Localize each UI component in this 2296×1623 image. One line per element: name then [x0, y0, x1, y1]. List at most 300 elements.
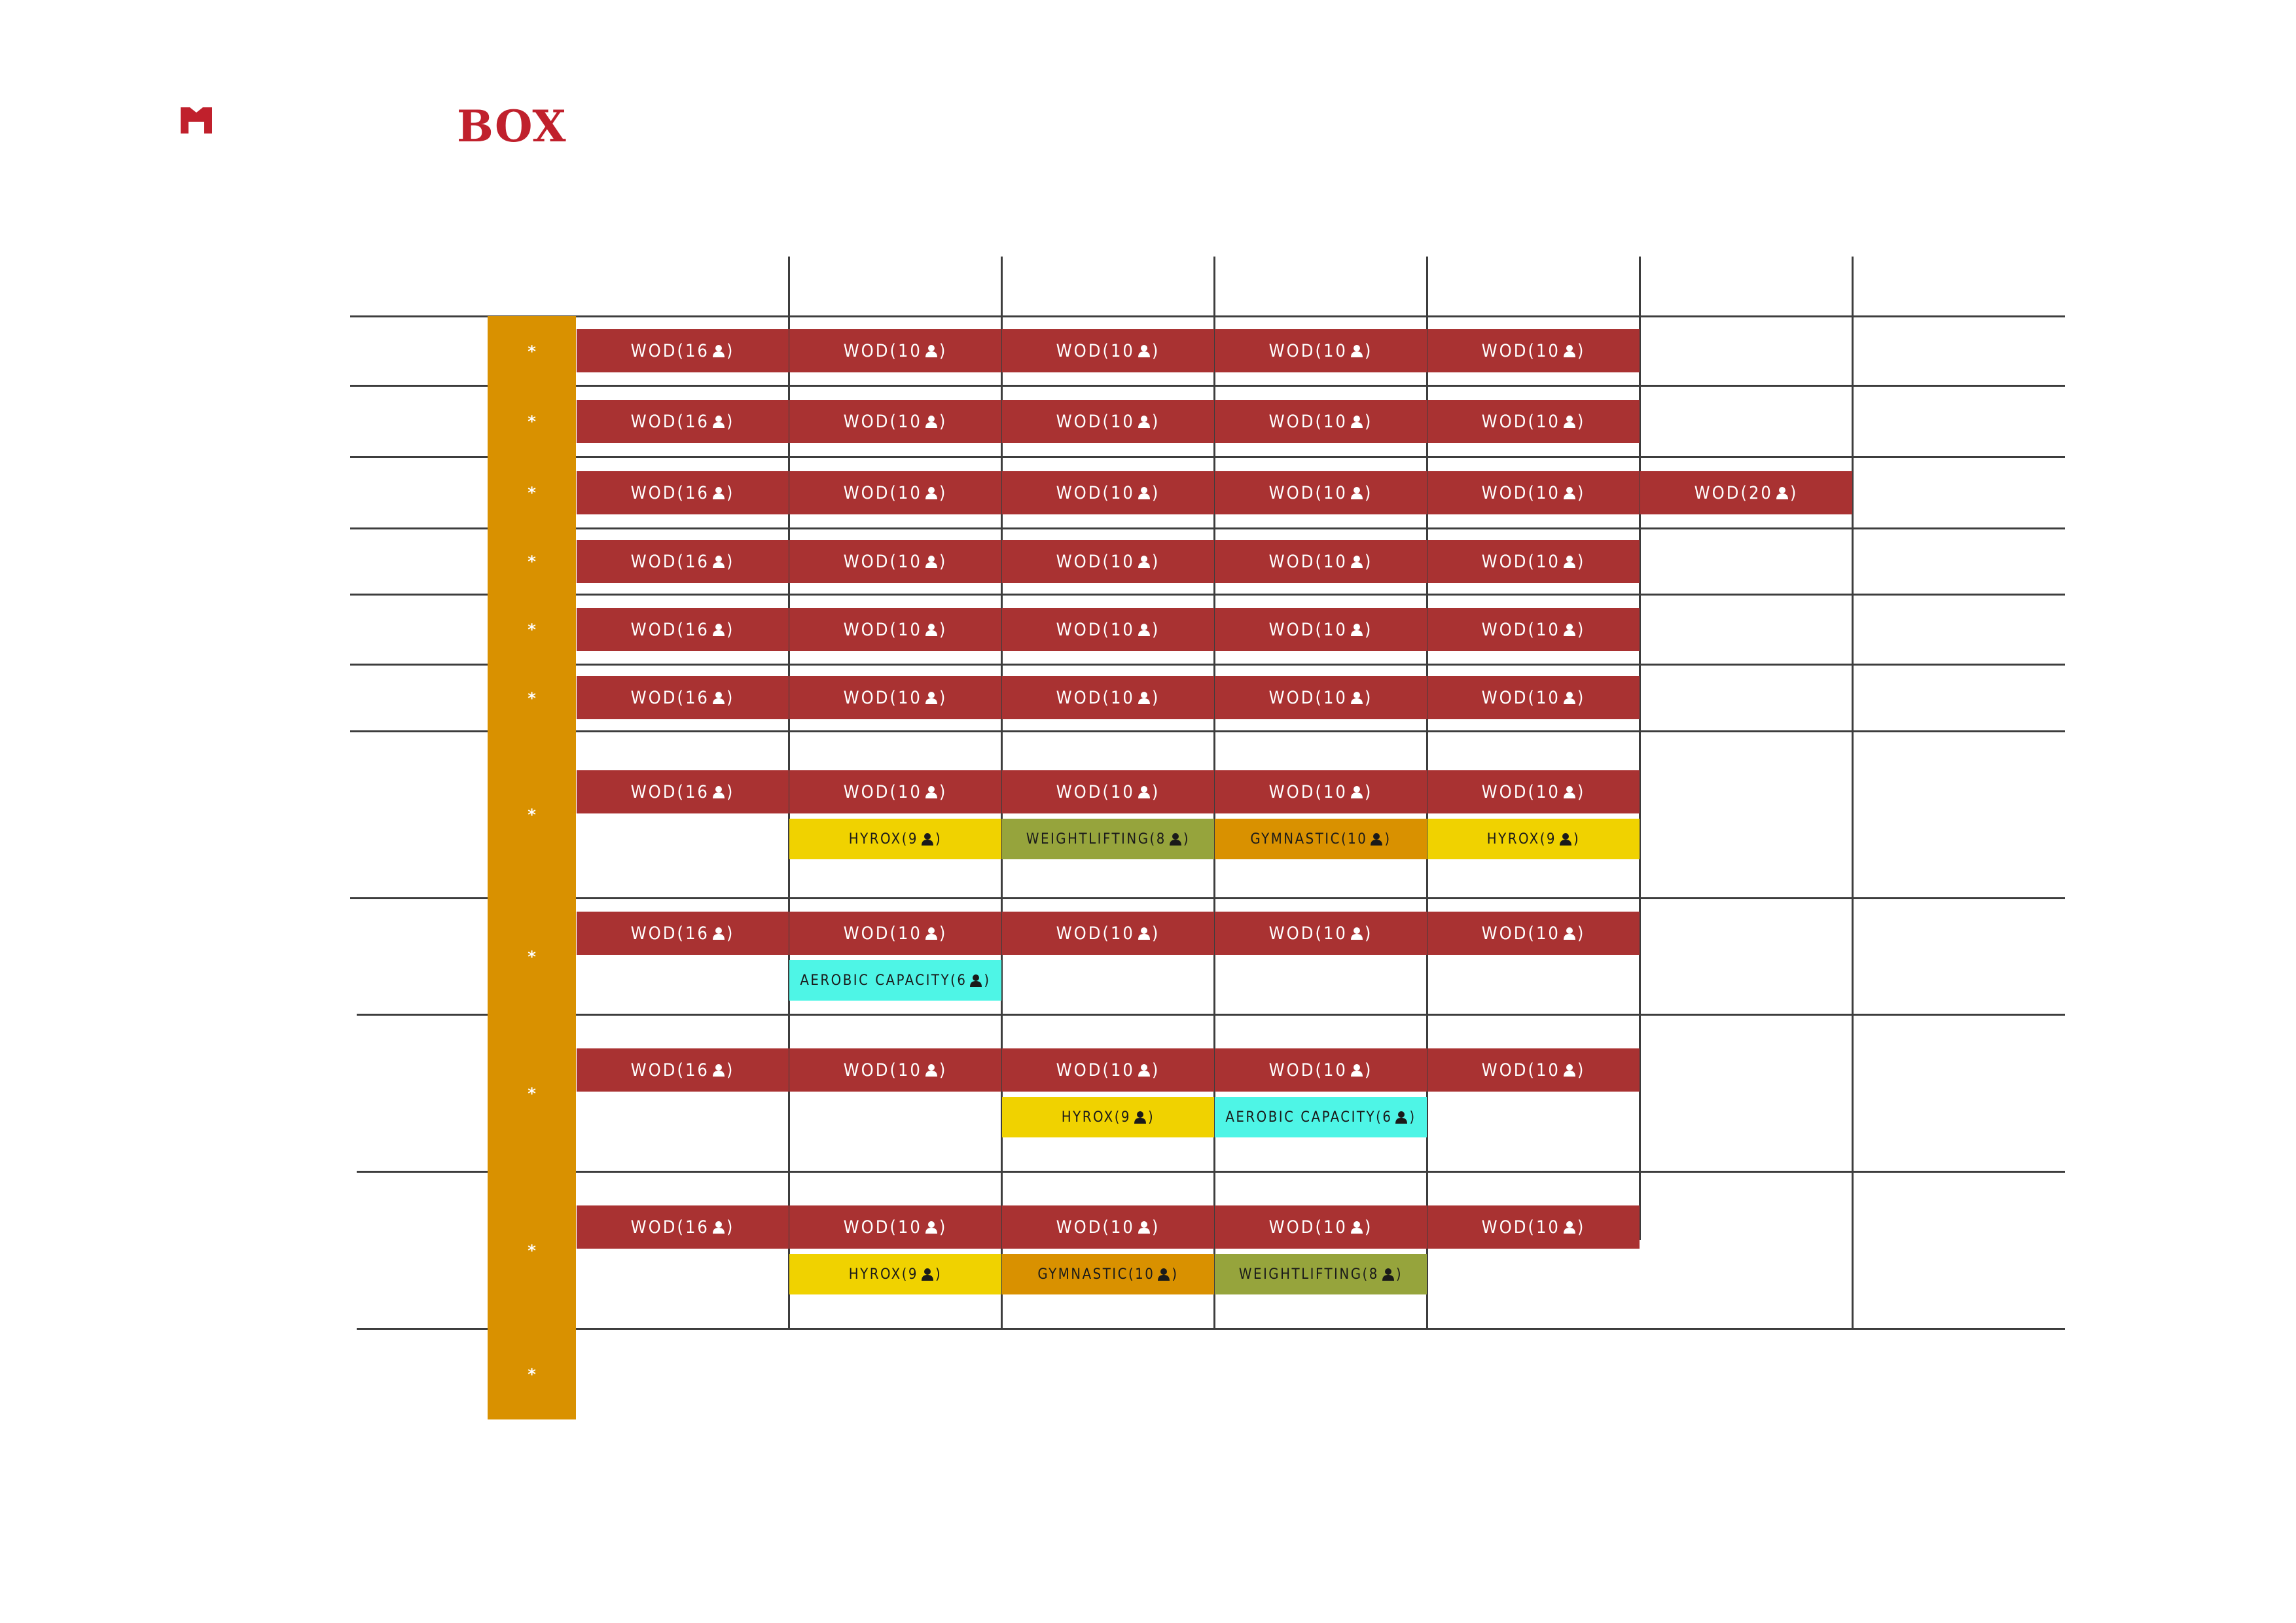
person-icon [921, 832, 934, 846]
class-block-wod[interactable] [1215, 608, 1427, 651]
class-name: WOD [1268, 1217, 1316, 1238]
class-capacity: (16 ) [677, 781, 735, 802]
grid-line-horizontal [350, 897, 2065, 899]
capacity-count: (10 [1315, 619, 1348, 640]
class-capacity: (10 ) [1102, 340, 1160, 361]
person-icon [1138, 623, 1151, 636]
time-slot-cell [488, 528, 576, 595]
class-name: WOD [843, 781, 890, 802]
person-icon [1382, 1268, 1395, 1281]
class-capacity: (10 ) [889, 619, 948, 640]
capacity-count: (10 [889, 411, 922, 432]
class-block-wod[interactable] [577, 912, 789, 955]
class-block-wod[interactable] [1002, 1048, 1214, 1092]
class-capacity: (16 ) [677, 482, 735, 503]
class-block-aerobic[interactable] [789, 960, 1001, 1001]
class-name: WEIGHTLIFTING [1026, 830, 1150, 847]
class-block-wod[interactable] [1427, 471, 1640, 514]
class-block-gymnastic[interactable] [1002, 1254, 1214, 1294]
class-block-wod[interactable] [789, 471, 1001, 514]
capacity-count: (16 [677, 781, 709, 802]
class-block-wod[interactable] [1002, 540, 1214, 583]
person-icon [1395, 1111, 1408, 1124]
class-capacity: (6 ) [1376, 1109, 1416, 1126]
class-block-wod[interactable] [1215, 1205, 1427, 1249]
person-icon [1370, 832, 1383, 846]
grid-line-horizontal [350, 527, 2065, 529]
person-icon [712, 623, 725, 636]
person-icon [925, 927, 938, 940]
class-block-wod[interactable] [789, 540, 1001, 583]
class-capacity: (10 ) [1102, 1217, 1160, 1238]
person-icon [1350, 555, 1363, 568]
class-block-wod[interactable] [577, 1048, 789, 1092]
class-capacity: (10 ) [889, 1060, 948, 1080]
capacity-count: (16 [677, 411, 709, 432]
person-icon [1563, 555, 1576, 568]
capacity-count: (8 [1362, 1266, 1379, 1283]
person-icon [925, 1221, 938, 1234]
time-slot-marker: * [528, 688, 536, 707]
class-block-wod[interactable] [1427, 329, 1640, 372]
class-block-wod[interactable] [1427, 676, 1640, 719]
person-icon [1563, 1221, 1576, 1234]
capacity-count: (10 [889, 687, 922, 708]
class-name: WOD [630, 781, 677, 802]
class-block-wod[interactable] [789, 608, 1001, 651]
capacity-count: (16 [677, 1060, 709, 1080]
class-block-wod[interactable] [577, 400, 789, 443]
class-name: GYMNASTIC [1250, 830, 1341, 847]
class-capacity: (9 ) [1114, 1109, 1155, 1126]
class-capacity: (10 ) [1528, 340, 1586, 361]
class-block-wod[interactable] [789, 676, 1001, 719]
class-capacity: (10 ) [1315, 619, 1373, 640]
capacity-count: (10 [1528, 551, 1560, 572]
class-capacity: (10 ) [1128, 1266, 1179, 1283]
capacity-count: (9 [901, 1266, 919, 1283]
class-capacity: (16 ) [677, 340, 735, 361]
person-icon [1563, 415, 1576, 428]
class-capacity: (10 ) [1315, 1060, 1373, 1080]
class-name: WOD [843, 1060, 890, 1080]
class-capacity: (10 ) [1528, 781, 1586, 802]
class-block-wod[interactable] [1215, 676, 1427, 719]
class-block-wod[interactable] [1427, 608, 1640, 651]
person-icon [1563, 1063, 1576, 1077]
capacity-count: (10 [889, 781, 922, 802]
time-slot-cell [488, 898, 576, 1015]
class-block-wod[interactable] [1002, 329, 1214, 372]
class-block-wod[interactable] [577, 540, 789, 583]
class-block-wod[interactable] [789, 1205, 1001, 1249]
class-capacity: (9 ) [1539, 830, 1581, 847]
class-block-wod[interactable] [789, 912, 1001, 955]
class-capacity: (10 ) [1528, 923, 1586, 944]
class-block-wod[interactable] [1002, 676, 1214, 719]
person-icon [1138, 555, 1151, 568]
capacity-count: (10 [889, 340, 922, 361]
class-block-wod[interactable] [1427, 400, 1640, 443]
class-capacity: (10 ) [1528, 687, 1586, 708]
class-block-wod[interactable] [1215, 1048, 1427, 1092]
class-name: WOD [1268, 551, 1316, 572]
person-icon [969, 974, 982, 987]
person-icon [1350, 1063, 1363, 1077]
class-capacity: (9 ) [901, 1266, 942, 1283]
time-slot-cell [488, 731, 576, 899]
class-block-hyrox[interactable] [789, 1254, 1001, 1294]
grid-line-horizontal [350, 594, 2065, 596]
class-block-weightlifting[interactable] [1002, 819, 1214, 859]
capacity-count: (8 [1149, 830, 1166, 847]
person-icon [1776, 486, 1789, 499]
capacity-count: (10 [1528, 1060, 1560, 1080]
person-icon [925, 344, 938, 357]
class-capacity: (10 ) [1102, 923, 1160, 944]
class-block-wod[interactable] [577, 471, 789, 514]
class-name: HYROX [848, 830, 902, 847]
grid-line-horizontal [350, 315, 2065, 317]
class-block-wod[interactable] [1002, 400, 1214, 443]
class-capacity: (16 ) [677, 687, 735, 708]
class-capacity: (10 ) [1102, 551, 1160, 572]
person-icon [1350, 623, 1363, 636]
person-icon [1134, 1111, 1147, 1124]
person-icon [921, 1268, 934, 1281]
grid-line-vertical [1852, 257, 1854, 1329]
capacity-count: (10 [1528, 1217, 1560, 1238]
capacity-count: (6 [1376, 1109, 1393, 1126]
class-name: WOD [1056, 619, 1103, 640]
time-slot-marker: * [528, 342, 536, 361]
person-icon [1559, 832, 1572, 846]
person-icon [1138, 1221, 1151, 1234]
capacity-count: (10 [1528, 923, 1560, 944]
capacity-count: (16 [677, 551, 709, 572]
class-block-wod[interactable] [789, 400, 1001, 443]
time-slot-marker: * [528, 412, 536, 431]
class-block-hyrox[interactable] [1002, 1097, 1214, 1137]
class-block-wod[interactable] [577, 676, 789, 719]
time-slot-cell [488, 457, 576, 529]
grid-line-horizontal [350, 664, 2065, 666]
capacity-count: (10 [1315, 482, 1348, 503]
class-capacity: (10 ) [1528, 1060, 1586, 1080]
capacity-count: (10 [1528, 687, 1560, 708]
class-block-wod[interactable] [1427, 912, 1640, 955]
person-icon [1563, 785, 1576, 798]
capacity-count: (10 [1315, 687, 1348, 708]
class-capacity: (10 ) [1528, 619, 1586, 640]
person-icon [925, 486, 938, 499]
class-capacity: (10 ) [889, 411, 948, 432]
class-name: WOD [1268, 411, 1316, 432]
class-capacity: (10 ) [889, 482, 948, 503]
class-name: WOD [843, 619, 890, 640]
person-icon [925, 415, 938, 428]
class-name: WOD [1481, 619, 1528, 640]
class-block-aerobic[interactable] [1215, 1097, 1427, 1137]
class-block-gymnastic[interactable] [1215, 819, 1427, 859]
class-name: WOD [630, 687, 677, 708]
class-name: WOD [630, 411, 677, 432]
class-capacity: (10 ) [1528, 1217, 1586, 1238]
class-block-wod[interactable] [577, 608, 789, 651]
time-slot-cell [488, 316, 576, 386]
class-name: WOD [1056, 1060, 1103, 1080]
person-icon [712, 927, 725, 940]
class-block-wod[interactable] [1215, 400, 1427, 443]
class-capacity: (10 ) [1102, 619, 1160, 640]
class-capacity: (10 ) [1340, 830, 1391, 847]
class-capacity: (10 ) [889, 687, 948, 708]
class-capacity: (10 ) [889, 340, 948, 361]
capacity-count: (10 [889, 923, 922, 944]
capacity-count: (10 [1315, 923, 1348, 944]
class-block-wod[interactable] [1427, 540, 1640, 583]
class-capacity: (16 ) [677, 1217, 735, 1238]
class-name: WOD [630, 482, 677, 503]
class-name: WOD [630, 1217, 677, 1238]
class-block-wod[interactable] [1215, 540, 1427, 583]
capacity-count: (9 [1114, 1109, 1132, 1126]
class-name: WOD [843, 1217, 890, 1238]
class-capacity: (10 ) [1102, 1060, 1160, 1080]
class-capacity: (16 ) [677, 923, 735, 944]
grid-line-horizontal [357, 1171, 2065, 1173]
grid-line-horizontal [350, 456, 2065, 458]
class-capacity: (10 ) [1102, 482, 1160, 503]
class-name: HYROX [1486, 830, 1540, 847]
person-icon [1138, 785, 1151, 798]
capacity-count: (9 [1539, 830, 1557, 847]
capacity-count: (16 [677, 619, 709, 640]
capacity-count: (16 [677, 1217, 709, 1238]
class-block-hyrox[interactable] [789, 819, 1001, 859]
capacity-count: (10 [889, 1060, 922, 1080]
class-block-wod[interactable] [1215, 471, 1427, 514]
person-icon [712, 691, 725, 704]
class-name: WOD [630, 340, 677, 361]
person-icon [1350, 415, 1363, 428]
class-name: WOD [630, 551, 677, 572]
person-icon [925, 623, 938, 636]
person-icon [712, 344, 725, 357]
time-slot-marker: * [528, 1364, 536, 1383]
person-icon [1169, 832, 1182, 846]
class-name: WOD [630, 1060, 677, 1080]
capacity-count: (10 [1528, 340, 1560, 361]
capacity-count: (10 [1102, 619, 1135, 640]
class-capacity: (10 ) [889, 923, 948, 944]
class-name: WOD [1481, 1217, 1528, 1238]
person-icon [1563, 623, 1576, 636]
class-block-wod[interactable] [1640, 471, 1852, 514]
capacity-count: (10 [1102, 1060, 1135, 1080]
class-capacity: (8 ) [1362, 1266, 1403, 1283]
class-block-hyrox[interactable] [1427, 819, 1640, 859]
capacity-count: (20 [1740, 482, 1773, 503]
class-name: WOD [1694, 482, 1741, 503]
person-icon [712, 415, 725, 428]
capacity-count: (10 [1528, 781, 1560, 802]
person-icon [1350, 927, 1363, 940]
capacity-count: (10 [1102, 482, 1135, 503]
person-icon [1563, 344, 1576, 357]
person-icon [1350, 344, 1363, 357]
capacity-count: (10 [1102, 411, 1135, 432]
class-name: WOD [843, 923, 890, 944]
class-name: WOD [1481, 340, 1528, 361]
capacity-count: (10 [1102, 687, 1135, 708]
class-capacity: (10 ) [1102, 411, 1160, 432]
class-block-wod[interactable] [1427, 770, 1640, 813]
person-icon [712, 1063, 725, 1077]
person-icon [1138, 486, 1151, 499]
class-capacity: (8 ) [1149, 830, 1191, 847]
class-block-weightlifting[interactable] [1215, 1254, 1427, 1294]
class-name: WOD [1481, 1060, 1528, 1080]
class-name: WOD [843, 482, 890, 503]
person-icon [1350, 486, 1363, 499]
capacity-count: (10 [1315, 1060, 1348, 1080]
class-block-wod[interactable] [577, 1205, 789, 1249]
class-name: WOD [843, 340, 890, 361]
capacity-count: (9 [901, 830, 919, 847]
class-name: WOD [1268, 482, 1316, 503]
class-name: WOD [1481, 551, 1528, 572]
class-name: WEIGHTLIFTING [1238, 1266, 1363, 1283]
class-capacity: (10 ) [1315, 923, 1373, 944]
capacity-count: (10 [1528, 482, 1560, 503]
class-name: WOD [1056, 340, 1103, 361]
class-capacity: (10 ) [1315, 340, 1373, 361]
person-icon [925, 785, 938, 798]
time-slot-marker: * [528, 806, 536, 824]
class-block-wod[interactable] [1427, 1048, 1640, 1092]
capacity-count: (10 [1315, 1217, 1348, 1238]
person-icon [925, 555, 938, 568]
capacity-count: (10 [1102, 340, 1135, 361]
class-name: AEROBIC CAPACITY [1225, 1109, 1376, 1126]
person-icon [712, 555, 725, 568]
time-slot-marker: * [528, 1241, 536, 1260]
grid-line-horizontal [357, 1014, 2065, 1016]
class-capacity: (10 ) [1528, 551, 1586, 572]
person-icon [1563, 486, 1576, 499]
time-slot-marker: * [528, 484, 536, 502]
class-capacity: (16 ) [677, 619, 735, 640]
class-name: WOD [1268, 781, 1316, 802]
person-icon [1138, 927, 1151, 940]
class-name: WOD [843, 687, 890, 708]
class-block-wod[interactable] [1002, 912, 1214, 955]
class-capacity: (10 ) [889, 781, 948, 802]
class-capacity: (16 ) [677, 1060, 735, 1080]
class-block-wod[interactable] [1002, 608, 1214, 651]
capacity-count: (10 [1102, 781, 1135, 802]
person-icon [925, 691, 938, 704]
class-block-wod[interactable] [1215, 329, 1427, 372]
class-name: WOD [1056, 781, 1103, 802]
class-name: WOD [1056, 411, 1103, 432]
class-name: WOD [843, 551, 890, 572]
capacity-count: (10 [889, 551, 922, 572]
capacity-count: (10 [1102, 551, 1135, 572]
class-block-wod[interactable] [1215, 912, 1427, 955]
class-capacity: (10 ) [1315, 781, 1373, 802]
person-icon [712, 785, 725, 798]
class-name: WOD [1056, 1217, 1103, 1238]
class-block-wod[interactable] [789, 329, 1001, 372]
person-icon [1138, 415, 1151, 428]
person-icon [1138, 344, 1151, 357]
class-name: WOD [1268, 619, 1316, 640]
time-slot-cell [488, 1014, 576, 1172]
class-capacity: (20 ) [1740, 482, 1799, 503]
grid-line-horizontal [350, 385, 2065, 387]
class-capacity: (6 ) [950, 972, 991, 989]
capacity-count: (16 [677, 340, 709, 361]
class-capacity: (10 ) [1528, 482, 1586, 503]
class-block-wod[interactable] [1002, 471, 1214, 514]
class-capacity: (10 ) [889, 551, 948, 572]
capacity-count: (10 [889, 1217, 922, 1238]
time-slot-cell [488, 594, 576, 665]
class-block-wod[interactable] [577, 770, 789, 813]
grid-line-horizontal [350, 730, 2065, 732]
class-name: WOD [1481, 781, 1528, 802]
class-block-wod[interactable] [1002, 770, 1214, 813]
class-name: WOD [1268, 1060, 1316, 1080]
class-name: WOD [1268, 340, 1316, 361]
class-name: WOD [630, 923, 677, 944]
capacity-count: (10 [889, 482, 922, 503]
class-name: WOD [1481, 482, 1528, 503]
class-name: WOD [1481, 923, 1528, 944]
class-block-wod[interactable] [1002, 1205, 1214, 1249]
class-block-wod[interactable] [789, 770, 1001, 813]
class-name: WOD [1268, 687, 1316, 708]
person-icon [1350, 785, 1363, 798]
class-capacity: (10 ) [1315, 687, 1373, 708]
person-icon [1138, 1063, 1151, 1077]
class-name: HYROX [1061, 1109, 1115, 1126]
class-name: WOD [1481, 411, 1528, 432]
capacity-count: (10 [1102, 923, 1135, 944]
grid-line-horizontal [357, 1328, 2065, 1330]
class-capacity: (10 ) [1315, 482, 1373, 503]
time-slot-cell [488, 1171, 576, 1329]
class-name: WOD [1056, 923, 1103, 944]
class-name: WOD [1056, 482, 1103, 503]
capacity-count: (10 [1528, 619, 1560, 640]
class-block-wod[interactable] [1427, 1205, 1640, 1249]
class-capacity: (10 ) [1102, 687, 1160, 708]
person-icon [1138, 691, 1151, 704]
class-capacity: (9 ) [901, 830, 942, 847]
capacity-count: (10 [889, 619, 922, 640]
capacity-count: (10 [1528, 411, 1560, 432]
class-block-wod[interactable] [1215, 770, 1427, 813]
capacity-count: (10 [1315, 551, 1348, 572]
time-slot-marker: * [528, 947, 536, 966]
person-icon [1350, 1221, 1363, 1234]
class-block-wod[interactable] [789, 1048, 1001, 1092]
class-capacity: (10 ) [889, 1217, 948, 1238]
class-block-wod[interactable] [577, 329, 789, 372]
